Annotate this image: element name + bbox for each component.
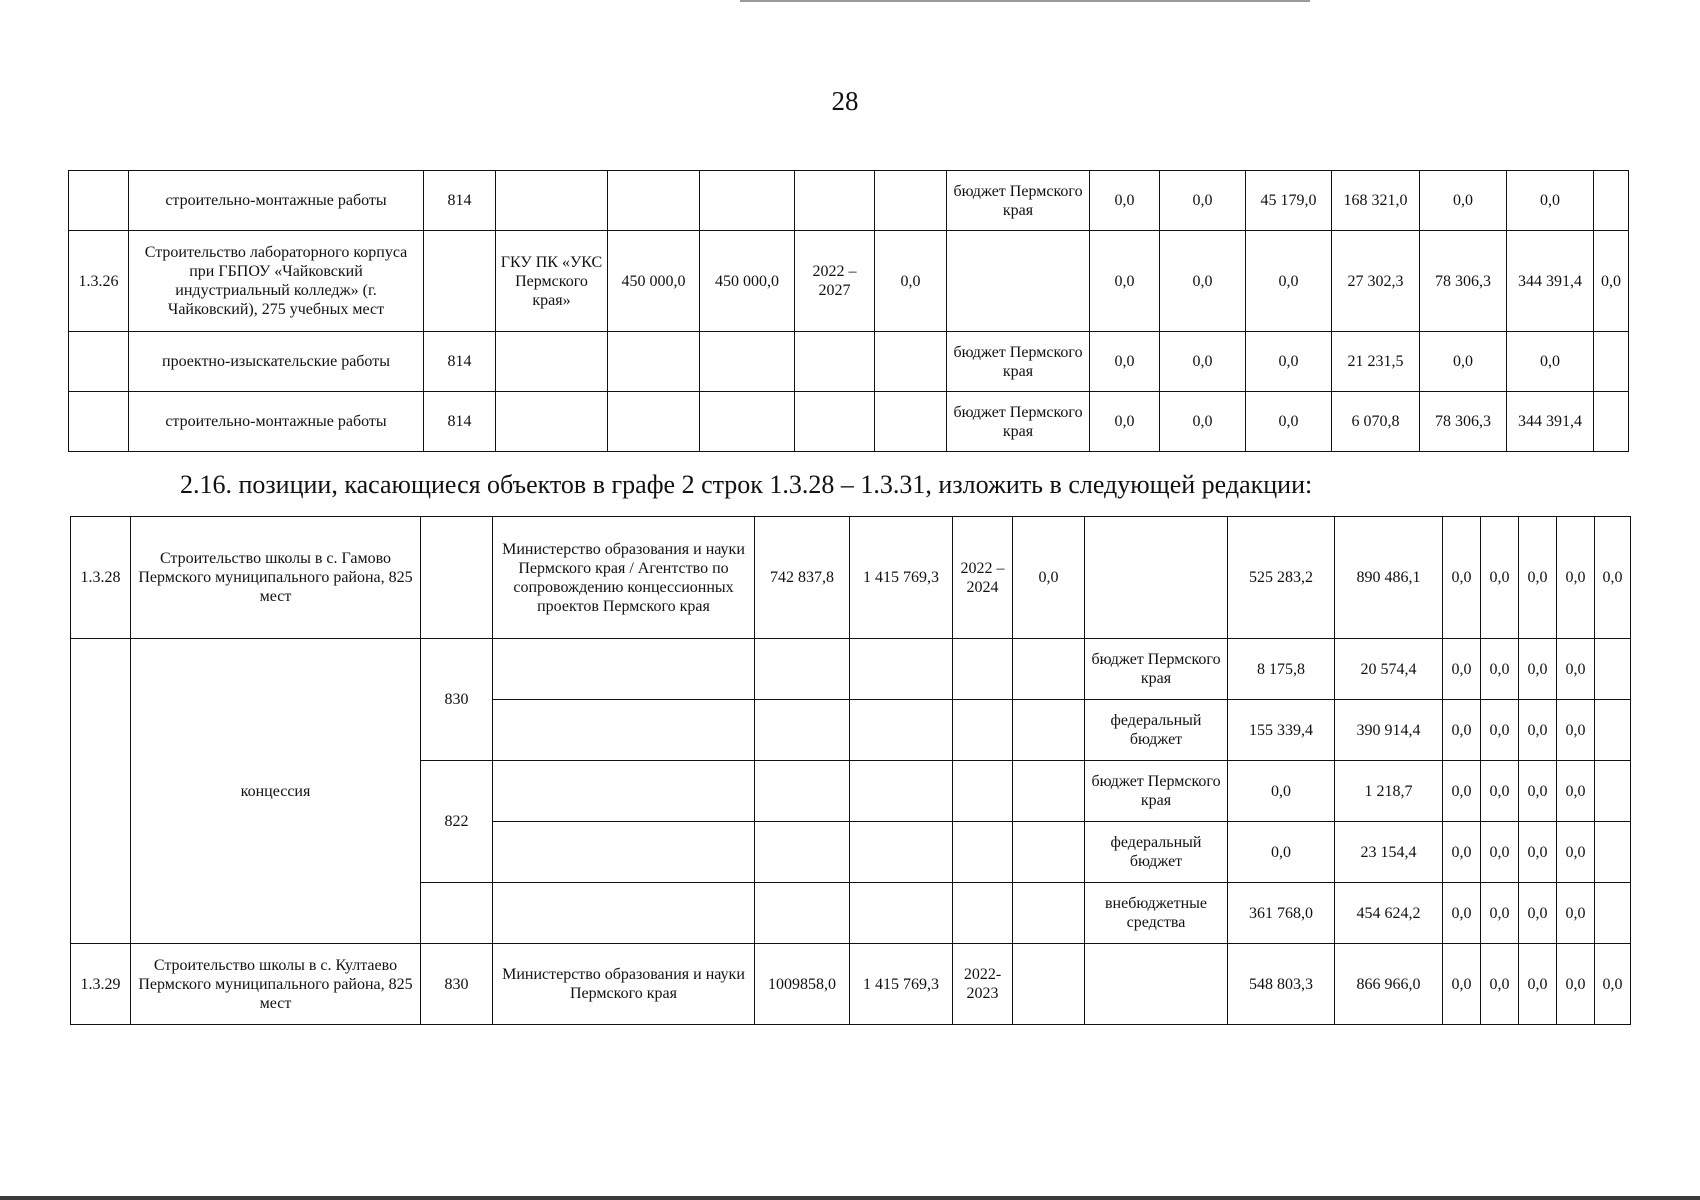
estimated-cost: 1009858,0 [755,944,850,1025]
table-row [71,517,1631,639]
year-value: 0,0 [1246,392,1332,452]
customer [493,883,755,944]
year-value [1595,700,1631,761]
year-value: 20 574,4 [1335,639,1443,700]
year-value: 0,0 [1443,944,1481,1025]
year-value: 0,0 [1443,822,1481,883]
period [795,332,875,392]
table-row [69,332,1629,392]
customer [496,392,608,452]
year-value: 0,0 [1481,761,1519,822]
table-row [69,171,1629,231]
year-value: 0,0 [1507,332,1594,392]
balance-value [1013,822,1085,883]
year-value: 0,0 [1519,883,1557,944]
year-value: 0,0 [1443,517,1481,639]
grbs-code: 822 [421,761,493,883]
year-value [1594,332,1629,392]
balance-value [1013,944,1085,1025]
year-value: 0,0 [1519,761,1557,822]
program-table-continued [68,170,1629,452]
grbs-code: 830 [421,944,493,1025]
balance-value [875,392,947,452]
year-value: 0,0 [1443,700,1481,761]
estimated-cost [755,639,850,700]
year-value: 866 966,0 [1335,944,1443,1025]
row-code: 1.3.28 [71,517,131,639]
row-code: 1.3.29 [71,944,131,1025]
balance-value [1013,639,1085,700]
estimated-cost [755,761,850,822]
year-value: 0,0 [1507,171,1594,231]
year-value [1595,761,1631,822]
estimated-cost: 450 000,0 [608,231,700,332]
total-cost [850,700,953,761]
year-value: 0,0 [1557,883,1595,944]
year-value: 0,0 [1481,883,1519,944]
year-value: 344 391,4 [1507,392,1594,452]
year-value: 0,0 [1519,700,1557,761]
year-value: 0,0 [1160,231,1246,332]
row-code [69,171,129,231]
year-value: 1 218,7 [1335,761,1443,822]
funding-source: федеральный бюджет [1085,822,1228,883]
balance-value [875,171,947,231]
total-cost [850,761,953,822]
year-value [1594,392,1629,452]
year-value [1595,883,1631,944]
year-value: 27 302,3 [1332,231,1420,332]
year-value: 0,0 [1481,822,1519,883]
program-table-new-edition [70,516,1631,1025]
object-name: строительно-монтажные работы [129,392,424,452]
year-value: 0,0 [1557,944,1595,1025]
year-value: 390 914,4 [1335,700,1443,761]
period [953,822,1013,883]
customer: ГКУ ПК «УКС Пермского края» [496,231,608,332]
total-cost [700,171,795,231]
page-bottom-edge [0,1196,1700,1200]
funding-source: бюджет Пермского края [947,392,1090,452]
year-value: 0,0 [1420,171,1507,231]
estimated-cost [755,822,850,883]
year-value [1595,639,1631,700]
row-code [69,392,129,452]
funding-source: бюджет Пермского края [1085,639,1228,700]
period: 2022 – 2027 [795,231,875,332]
customer [493,761,755,822]
total-cost [700,332,795,392]
year-value: 0,0 [1481,700,1519,761]
customer [496,171,608,231]
period: 2022 – 2024 [953,517,1013,639]
row-code: 1.3.26 [69,231,129,332]
funding-source [1085,517,1228,639]
total-cost [850,883,953,944]
period [953,700,1013,761]
year-value [1594,171,1629,231]
estimated-cost [755,700,850,761]
period: 2022- 2023 [953,944,1013,1025]
customer: Министерство образования и науки Пермского края [493,944,755,1025]
total-cost: 450 000,0 [700,231,795,332]
year-value: 361 768,0 [1228,883,1335,944]
grbs-code: 814 [424,332,496,392]
total-cost [700,392,795,452]
balance-value [1013,883,1085,944]
funding-source [1085,944,1228,1025]
total-cost: 1 415 769,3 [850,944,953,1025]
row-code [69,332,129,392]
year-value: 0,0 [1160,392,1246,452]
year-value: 344 391,4 [1507,231,1594,332]
year-value: 8 175,8 [1228,639,1335,700]
balance-value [1013,761,1085,822]
grbs-code: 830 [421,639,493,761]
balance-value: 0,0 [1013,517,1085,639]
year-value: 45 179,0 [1246,171,1332,231]
year-value: 0,0 [1481,639,1519,700]
object-name: Строительство школы в с. Култаево Пермского муниципального района, 825 мест [131,944,421,1025]
page-number: 28 [831,86,859,116]
year-value: 0,0 [1557,639,1595,700]
grbs-code [421,517,493,639]
grbs-code: 814 [424,171,496,231]
object-name: строительно-монтажные работы [129,171,424,231]
year-value: 0,0 [1090,332,1160,392]
year-value: 0,0 [1481,517,1519,639]
funding-source: бюджет Пермского края [1085,761,1228,822]
object-name: Строительство лабораторного корпуса при ГБПОУ «Чайковский индустриальный колледж» (г. Чайковский), 275 учебных мест [129,231,424,332]
object-name: Строительство школы в с. Гамово Пермского муниципального района, 825 мест [131,517,421,639]
concession-label: концессия [131,639,421,944]
year-value: 0,0 [1160,332,1246,392]
balance-value: 0,0 [875,231,947,332]
year-value: 168 321,0 [1332,171,1420,231]
row-code [71,639,131,944]
customer [496,332,608,392]
funding-source [947,231,1090,332]
estimated-cost [608,171,700,231]
total-cost: 1 415 769,3 [850,517,953,639]
year-value: 0,0 [1228,822,1335,883]
year-value: 78 306,3 [1420,392,1507,452]
estimated-cost [608,392,700,452]
page-top-edge [740,0,1310,2]
year-value [1595,822,1631,883]
customer [493,822,755,883]
estimated-cost [755,883,850,944]
funding-source: федеральный бюджет [1085,700,1228,761]
period [953,761,1013,822]
year-value: 0,0 [1246,332,1332,392]
table-row [69,392,1629,452]
table-row [69,231,1629,332]
period [953,883,1013,944]
year-value: 0,0 [1557,822,1595,883]
year-value: 0,0 [1160,171,1246,231]
year-value: 155 339,4 [1228,700,1335,761]
year-value: 21 231,5 [1332,332,1420,392]
year-value: 0,0 [1519,639,1557,700]
grbs-code [424,231,496,332]
year-value: 0,0 [1481,944,1519,1025]
period [953,639,1013,700]
year-value: 0,0 [1090,392,1160,452]
year-value: 0,0 [1519,944,1557,1025]
funding-source: бюджет Пермского края [947,332,1090,392]
year-value: 0,0 [1443,761,1481,822]
year-value: 0,0 [1557,517,1595,639]
year-value: 0,0 [1557,761,1595,822]
estimated-cost: 742 837,8 [755,517,850,639]
year-value: 0,0 [1595,517,1631,639]
year-value: 0,0 [1519,517,1557,639]
year-value: 0,0 [1557,700,1595,761]
object-name: проектно-изыскательские работы [129,332,424,392]
year-value: 525 283,2 [1228,517,1335,639]
year-value: 0,0 [1090,171,1160,231]
year-value: 0,0 [1443,639,1481,700]
customer [493,639,755,700]
funding-source: бюджет Пермского края [947,171,1090,231]
year-value: 0,0 [1594,231,1629,332]
year-value: 0,0 [1420,332,1507,392]
year-value: 454 624,2 [1335,883,1443,944]
year-value: 23 154,4 [1335,822,1443,883]
table-row [71,944,1631,1025]
year-value: 78 306,3 [1420,231,1507,332]
year-value: 548 803,3 [1228,944,1335,1025]
grbs-code [421,883,493,944]
customer [493,700,755,761]
year-value: 890 486,1 [1335,517,1443,639]
grbs-code: 814 [424,392,496,452]
period [795,392,875,452]
year-value: 0,0 [1595,944,1631,1025]
total-cost [850,639,953,700]
year-value: 0,0 [1246,231,1332,332]
customer: Министерство образования и науки Пермского края / Агентство по сопровождению концессионных проектов Пермского края [493,517,755,639]
balance-value [1013,700,1085,761]
total-cost [850,822,953,883]
period [795,171,875,231]
year-value: 0,0 [1090,231,1160,332]
year-value: 0,0 [1228,761,1335,822]
balance-value [875,332,947,392]
year-value: 0,0 [1519,822,1557,883]
funding-source: внебюджетные средства [1085,883,1228,944]
estimated-cost [608,332,700,392]
table-row [71,639,1631,700]
year-value: 0,0 [1443,883,1481,944]
section-heading: 2.16. позиции, касающиеся объектов в графе 2 строк 1.3.28 – 1.3.31, изложить в следующей редакции: [180,470,1313,499]
year-value: 6 070,8 [1332,392,1420,452]
